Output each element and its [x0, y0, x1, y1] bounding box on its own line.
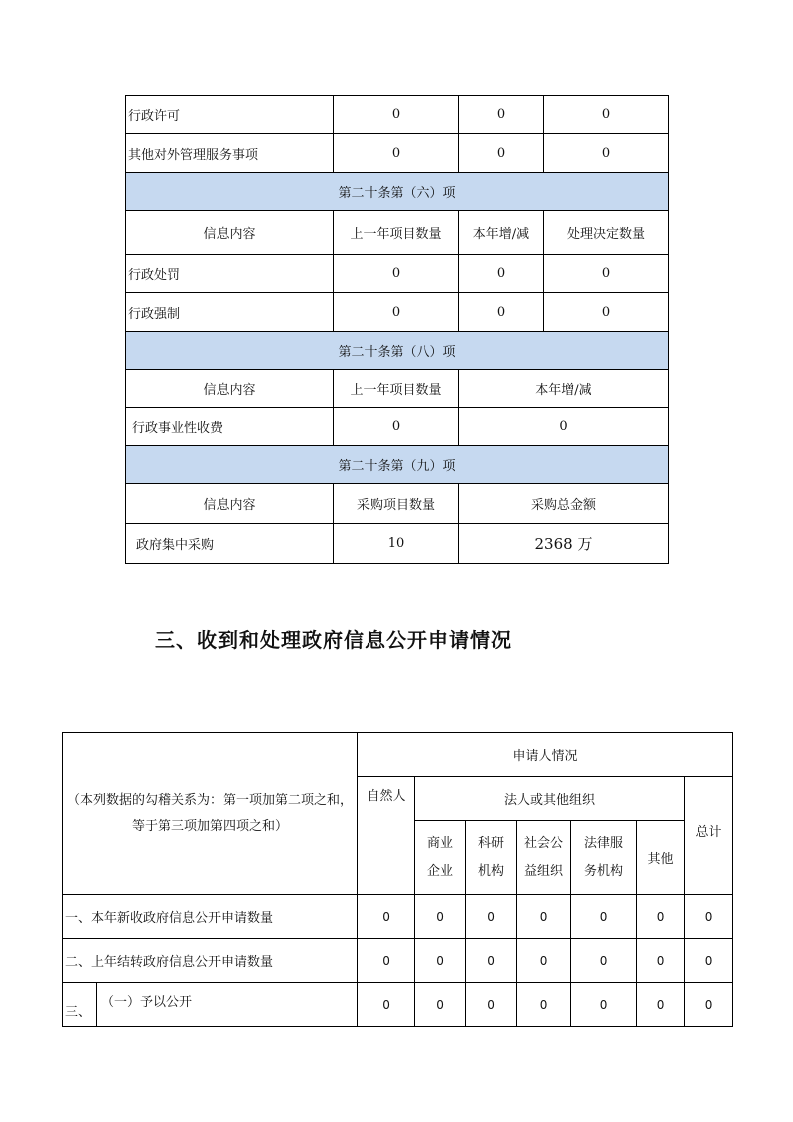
header-row: [126, 484, 669, 524]
cell-value: 10: [334, 524, 459, 564]
cell-value: 0: [334, 255, 459, 293]
cell-value: 0: [415, 939, 466, 983]
cell-value: 0: [358, 983, 415, 1027]
cell-value: 0: [334, 96, 459, 134]
cell-value: 0: [571, 983, 637, 1027]
cell-value: 0: [415, 983, 466, 1027]
column-header: 采购项目数量: [334, 484, 459, 524]
section-title: 第二十条第（六）项: [126, 173, 669, 211]
column-header: 处理决定数量: [544, 211, 669, 255]
cell-value: 0: [571, 939, 637, 983]
cell-value: 0: [685, 895, 733, 939]
row-prefix: 三、: [63, 983, 97, 1027]
column-header: 本年增/减: [459, 370, 669, 408]
column-header: 上一年项目数量: [334, 370, 459, 408]
row-label: 政府集中采购: [126, 524, 334, 564]
cell-value: 0: [466, 895, 517, 939]
column-header: 采购总金额: [459, 484, 669, 524]
note-cell: [63, 733, 358, 895]
row-label: 行政强制: [126, 293, 334, 332]
cell-value: 0: [685, 983, 733, 1027]
row-label: 其他对外管理服务事项: [126, 134, 334, 173]
header-line: 企业: [427, 863, 454, 879]
section-header: [126, 332, 669, 370]
cell-value: 0: [466, 939, 517, 983]
cell-value: 0: [459, 293, 544, 332]
header-line: 务机构: [584, 863, 624, 879]
law-header: [571, 821, 637, 895]
section-heading: 三、收到和处理政府信息公开申请情况: [155, 628, 512, 652]
section-header: [126, 173, 669, 211]
research-header: [466, 821, 517, 895]
header-line: 社会公: [524, 835, 564, 851]
legal-header: 法人或其他组织: [415, 777, 685, 821]
header-line: 机构: [478, 863, 505, 879]
cell-value: 0: [459, 96, 544, 134]
header-row: [63, 733, 733, 777]
cell-value: 0: [685, 939, 733, 983]
cell-value: 0: [571, 895, 637, 939]
cell-value: 0: [459, 408, 669, 446]
total-header: 总计: [685, 777, 733, 895]
column-header: 信息内容: [126, 484, 334, 524]
table-row: [126, 408, 669, 446]
header-row: [126, 370, 669, 408]
cell-value: 0: [637, 939, 685, 983]
business-header: [415, 821, 466, 895]
items-table: [125, 95, 669, 564]
table-row: [126, 96, 669, 134]
row-label: （一）予以公开: [97, 983, 358, 1027]
cell-value: 0: [517, 983, 571, 1027]
column-header: 上一年项目数量: [334, 211, 459, 255]
cell-value: 2368 万: [459, 524, 669, 564]
applications-table: [62, 732, 733, 1027]
cell-value: 0: [358, 895, 415, 939]
cell-value: 0: [334, 293, 459, 332]
row-label: 行政事业性收费: [126, 408, 334, 446]
cell-value: 0: [415, 895, 466, 939]
table-row: [126, 134, 669, 173]
column-header: 信息内容: [126, 211, 334, 255]
public-header: [517, 821, 571, 895]
cell-value: 0: [517, 895, 571, 939]
cell-value: 0: [544, 96, 669, 134]
table-row: [63, 895, 733, 939]
cell-value: 0: [544, 293, 669, 332]
cell-value: 0: [544, 255, 669, 293]
applicant-header: 申请人情况: [358, 733, 733, 777]
other-header: 其他: [637, 821, 685, 895]
cell-value: 0: [466, 983, 517, 1027]
cell-value: 0: [334, 134, 459, 173]
cell-value: 0: [544, 134, 669, 173]
header-line: 商业: [427, 835, 454, 851]
cell-value: 0: [358, 939, 415, 983]
note-line: （本列数据的勾稽关系为：第一项加第二项之和，: [67, 792, 354, 808]
cell-value: 0: [334, 408, 459, 446]
row-label: 二、上年结转政府信息公开申请数量: [63, 939, 358, 983]
cell-value: 0: [459, 255, 544, 293]
table-row: [126, 524, 669, 564]
row-label: 一、本年新收政府信息公开申请数量: [63, 895, 358, 939]
cell-value: 0: [517, 939, 571, 983]
table-row: [126, 293, 669, 332]
header-line: 益组织: [524, 863, 564, 879]
section-title: 第二十条第（九）项: [126, 446, 669, 484]
row-label: 行政处罚: [126, 255, 334, 293]
note-line: 等于第三项加第四项之和）: [132, 818, 289, 834]
cell-value: 0: [637, 895, 685, 939]
cell-value: 0: [637, 983, 685, 1027]
table-row: [63, 983, 733, 1027]
table-row: [63, 939, 733, 983]
column-header: 本年增/减: [459, 211, 544, 255]
table-row: [126, 255, 669, 293]
section-header: [126, 446, 669, 484]
header-line: 法律服: [584, 835, 624, 851]
column-header: 信息内容: [126, 370, 334, 408]
header-row: [126, 211, 669, 255]
row-label: 行政许可: [126, 96, 334, 134]
natural-person-header: 自然人: [358, 777, 415, 895]
cell-value: 0: [459, 134, 544, 173]
header-line: 科研: [478, 835, 505, 851]
section-title: 第二十条第（八）项: [126, 332, 669, 370]
